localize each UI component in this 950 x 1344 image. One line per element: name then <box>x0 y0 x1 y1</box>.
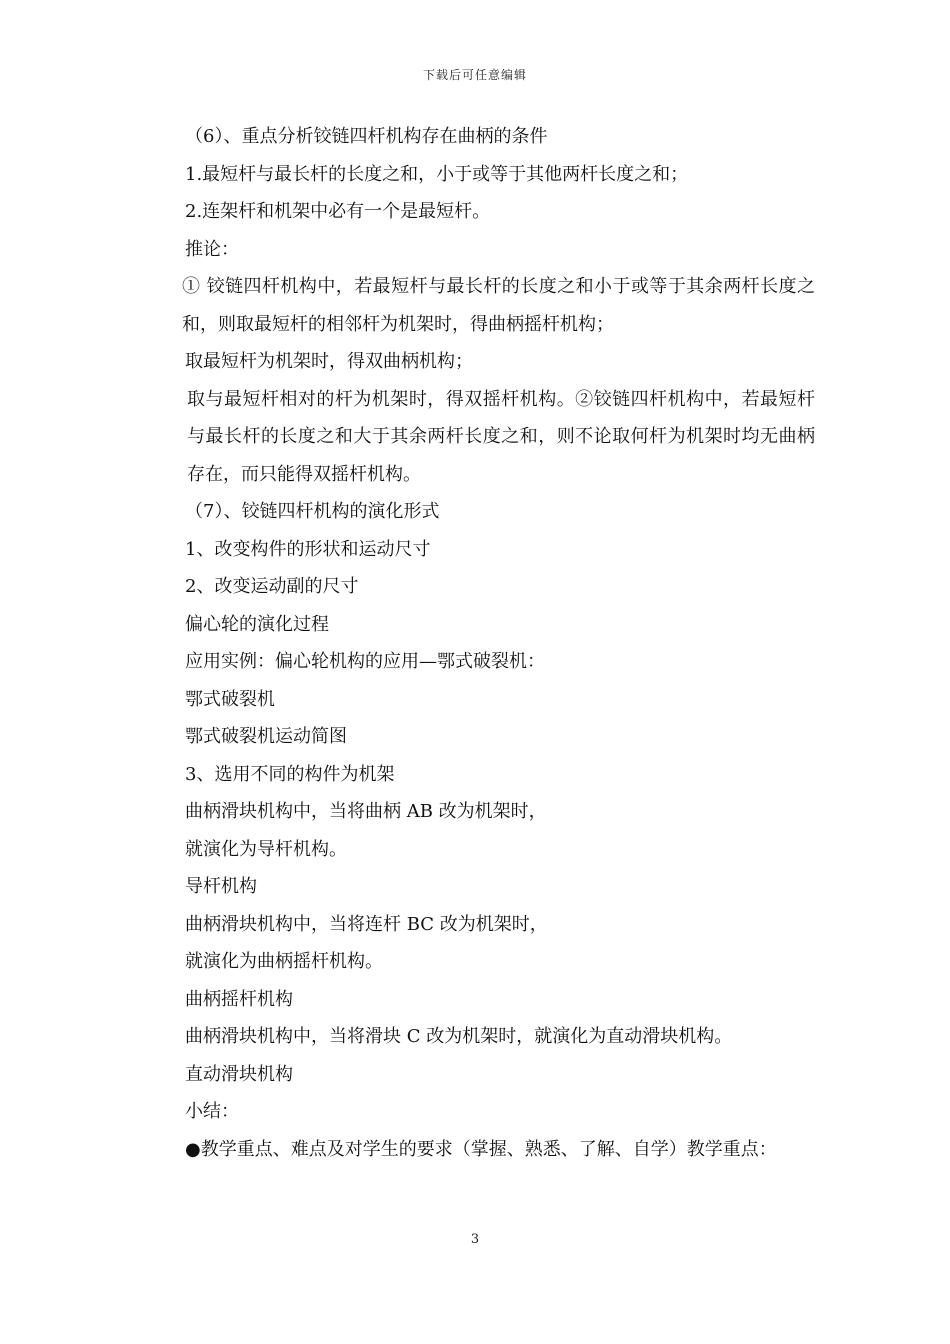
crank-ab-line: 曲柄滑块机构中，当将曲柄 AB 改为机架时， <box>185 801 547 822</box>
evolution-item-1: 1、改变构件的形状和运动尺寸 <box>185 538 431 560</box>
crank-rocker-label: 曲柄摇杆机构 <box>185 988 293 1010</box>
corollary-1: ① 铰链四杆机构中，若最短杆与最长杆的长度之和小于或等于其余两杆长度之和，则取最短杆的相邻杆为机架时，得曲柄摇杆机构； <box>182 276 815 335</box>
connecting-rod-bc-line: 曲柄滑块机构中，当将连杆 BC 改为机架时， <box>185 913 548 935</box>
section-heading-6: （6）、重点分析铰链四杆机构存在曲柄的条件 <box>185 126 548 147</box>
teaching-focus-line: ●教学重点、难点及对学生的要求（掌握、熟悉、了解、自学）教学重点： <box>185 1138 777 1160</box>
corollary-label: 推论： <box>185 238 239 260</box>
jaw-crusher-line: 鄂式破裂机 <box>185 688 275 710</box>
direct-slider-label: 直动滑块机构 <box>185 1063 293 1085</box>
page-header: 下载后可任意编辑 <box>422 68 527 82</box>
guide-bar-result: 就演化为导杆机构。 <box>185 838 347 860</box>
corollary-line-double-crank: 取最短杆为机架时，得双曲柄机构； <box>185 351 473 372</box>
evolution-item-3: 3、选用不同的构件为机架 <box>185 763 395 785</box>
condition-1: 1.最短杆与最长杆的长度之和，小于或等于其他两杆长度之和； <box>185 163 689 185</box>
document-body <box>145 118 815 1168</box>
jaw-crusher-diagram-line: 鄂式破裂机运动简图 <box>185 726 347 747</box>
summary-label: 小结： <box>185 1101 239 1122</box>
slider-c-line: 曲柄滑块机构中，当将滑块 C 改为机架时，就演化为直动滑块机构。 <box>185 1026 733 1047</box>
application-example: 应用实例：偏心轮机构的应用—鄂式破裂机： <box>185 651 545 672</box>
evolution-item-2: 2、改变运动副的尺寸 <box>185 576 359 597</box>
section-heading-7: （7）、铰链四杆机构的演化形式 <box>185 501 440 522</box>
guide-bar-label: 导杆机构 <box>185 876 257 897</box>
eccentric-wheel-line: 偏心轮的演化过程 <box>185 613 329 635</box>
page-number: 3 <box>470 1232 480 1247</box>
condition-2: 2.连架杆和机架中必有一个是最短杆。 <box>185 201 491 222</box>
corollary-2: 取与最短杆相对的杆为机架时，得双摇杆机构。②铰链四杆机构中，若最短杆与最长杆的长度之和大于其余两杆长度之和，则不论取何杆为机架时均无曲柄存在，而只能得双摇杆机构。 <box>187 388 815 485</box>
crank-rocker-result: 就演化为曲柄摇杆机构。 <box>185 951 383 972</box>
